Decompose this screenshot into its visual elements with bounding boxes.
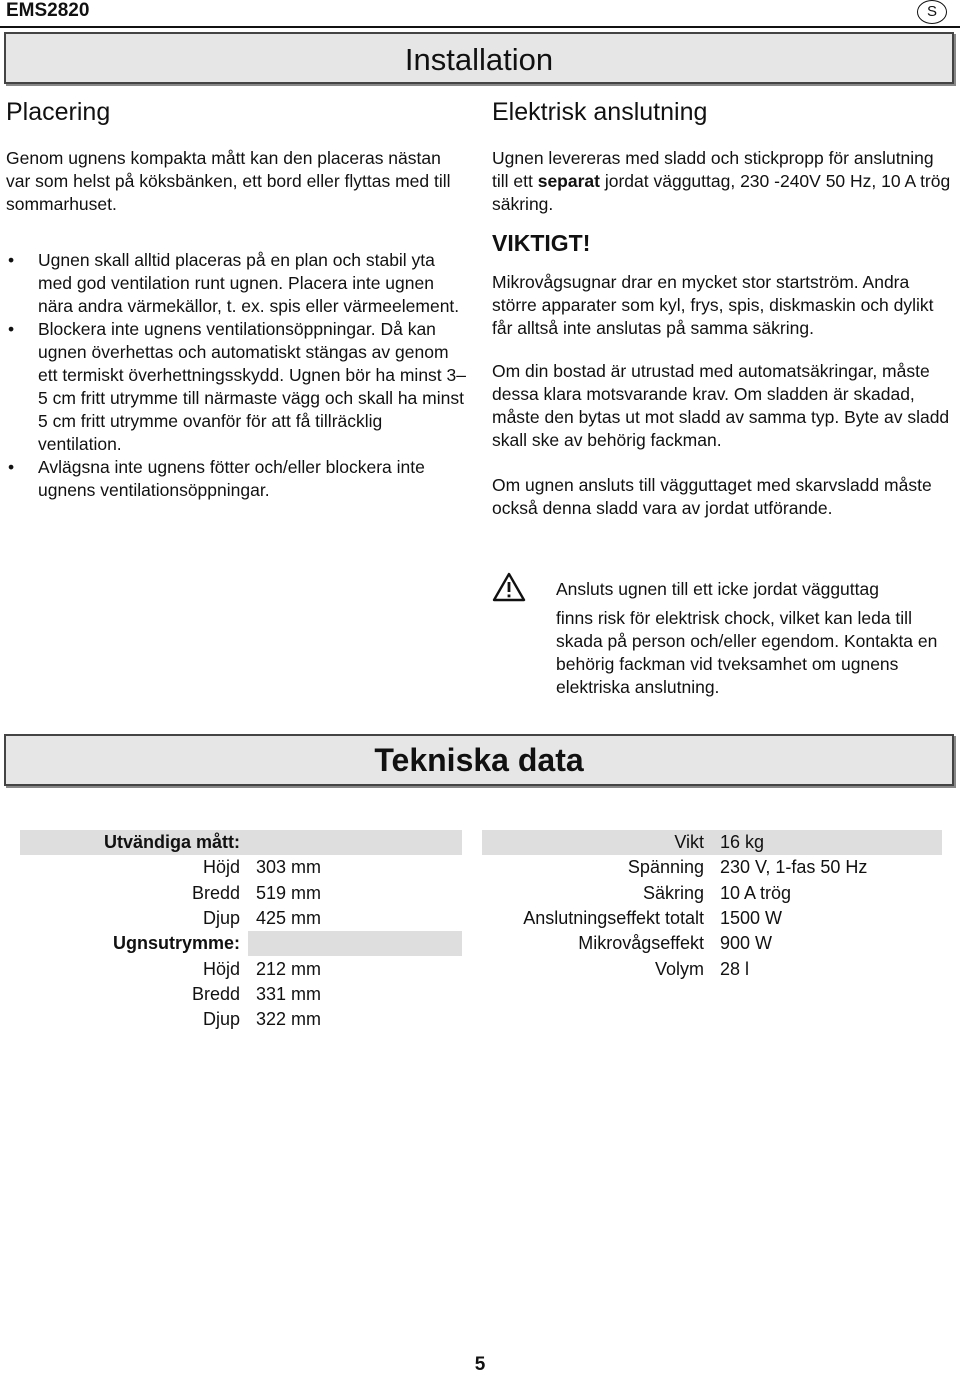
list-item: [6, 456, 468, 502]
tekniska-data-title: Tekniska data: [374, 742, 584, 778]
table-row: [20, 1007, 462, 1032]
bullet-text: Avlägsna inte ugnens fötter och/eller blockera inte ugnens ventilationsöppningar.: [38, 457, 425, 500]
model-number: EMS2820: [6, 0, 90, 21]
table-cell-value: [248, 830, 462, 855]
table-row: [20, 881, 462, 906]
bullet-text: Blockera inte ugnens ventilationsöppningar. Då kan ugnen överhettas och automatiskt stängas av genom ett termiskt överhettningsskydd. Ugnen bör ha minst 3–5 cm fritt utrymme till närmaste vägg och skall ha minst 5 cm fritt utrymme ovanför för att få tillräcklig ventilation.: [38, 319, 466, 454]
text-span: jordat vägguttag, 230 -240V 50 Hz, 10 A trög säkring.: [492, 171, 951, 214]
placering-bullet-list: [6, 249, 468, 502]
table-cell-label: Anslutningseffekt totalt: [482, 906, 712, 931]
table-cell-value: 10 A trög: [712, 881, 942, 906]
tekniska-data-banner: [4, 734, 954, 786]
table-row: [20, 830, 462, 855]
table-cell-label: Djup: [20, 906, 248, 931]
table-cell-value: 16 kg: [712, 830, 942, 855]
table-row: [482, 956, 942, 981]
table-cell-value: [248, 931, 462, 956]
warning-text: finns risk för elektrisk chock, vilket kan leda till skada på person och/eller egendom. Kontakta en behörig fackman vid tveksamhet om ugnens elektriska anslutning.: [556, 608, 938, 697]
page-number: 5: [474, 1354, 486, 1375]
bold-text: separat: [537, 171, 600, 191]
table-cell-label: Ugnsutrymme:: [20, 931, 248, 956]
table-row: [20, 931, 462, 956]
viktigt-label: VIKTIGT!: [492, 230, 591, 256]
table-cell-label: Bredd: [20, 881, 248, 906]
table-cell-value: 900 W: [712, 931, 942, 956]
table-cell-label: Utvändiga mått:: [20, 830, 248, 855]
table-cell-label: Höjd: [20, 855, 248, 880]
table-row: [482, 906, 942, 931]
table-cell-value: 322 mm: [248, 1007, 462, 1032]
bullet-text: Ugnen skall alltid placeras på en plan och stabil yta med god ventilation runt ugnen. Placera inte ugnen nära andra värmekällor, t. ex. spis eller värmeelement.: [38, 250, 460, 316]
table-cell-label: Höjd: [20, 956, 248, 981]
language-badge: S: [917, 0, 947, 24]
table-cell-value: 230 V, 1-fas 50 Hz: [712, 855, 942, 880]
text-span: Ugnen levereras med sladd och stickpropp för anslutning till ett: [492, 148, 934, 191]
warning-triangle-icon: [492, 572, 526, 602]
table-row: [20, 982, 462, 1007]
table-row: [482, 931, 942, 956]
table-cell-value: 1500 W: [712, 906, 942, 931]
table-cell-value: 519 mm: [248, 881, 462, 906]
table-cell-label: Spänning: [482, 855, 712, 880]
table-cell-label: Djup: [20, 1007, 248, 1032]
table-cell-label: Säkring: [482, 881, 712, 906]
table-cell-label: Mikrovågseffekt: [482, 931, 712, 956]
installation-banner: [4, 32, 954, 84]
table-row: [482, 881, 942, 906]
elektrisk-paragraph-4: Om ugnen ansluts till vägguttaget med skarvsladd måste också denna sladd vara av jordat utförande.: [492, 475, 932, 518]
table-cell-value: 212 mm: [248, 956, 462, 981]
table-cell-value: 331 mm: [248, 982, 462, 1007]
table-row: [20, 855, 462, 880]
elektrisk-paragraph-1: [492, 147, 954, 216]
table-row: [20, 956, 462, 981]
placering-heading: Placering: [6, 98, 111, 126]
section-title: Installation: [404, 42, 554, 77]
list-item: [6, 318, 468, 456]
elektrisk-paragraph-2: Mikrovågsugnar drar en mycket stor startström. Andra större apparater som kyl, frys, spis, diskmaskin och dylikt får alltså inte anslutas på samma säkring.: [492, 272, 934, 338]
table-cell-label: Vikt: [482, 830, 712, 855]
elektrisk-heading: Elektrisk anslutning: [492, 98, 708, 126]
bullet-icon: •: [8, 319, 15, 339]
bullet-icon: •: [8, 250, 15, 270]
table-cell-value: 425 mm: [248, 906, 462, 931]
elektrisk-section: [492, 98, 954, 520]
elektrisk-paragraph-3: Om din bostad är utrustad med automatsäkringar, måste dessa klara motsvarande krav. Om sladden är skadad, måste den bytas ut mot sladd av samma typ. Byte av sladd skall ske av behörig fackman.: [492, 361, 950, 450]
placering-section: [6, 98, 468, 502]
dimensions-table: [20, 830, 462, 1032]
table-cell-value: 303 mm: [248, 855, 462, 880]
specifications-table: [482, 830, 942, 982]
warning-first-line: Ansluts ugnen till ett icke jordat vägguttag: [556, 579, 879, 599]
table-row: [482, 830, 942, 855]
table-cell-label: Bredd: [20, 982, 248, 1007]
bullet-icon: •: [8, 457, 15, 477]
placering-intro: Genom ugnens kompakta mått kan den placeras nästan var som helst på köksbänken, ett bord eller flyttas med till sommarhuset.: [6, 148, 451, 214]
list-item: [6, 249, 468, 318]
table-row: [20, 906, 462, 931]
table-cell-value: 28 l: [712, 956, 942, 981]
header-rule: [0, 26, 960, 28]
table-row: [482, 855, 942, 880]
table-cell-label: Volym: [482, 956, 712, 981]
